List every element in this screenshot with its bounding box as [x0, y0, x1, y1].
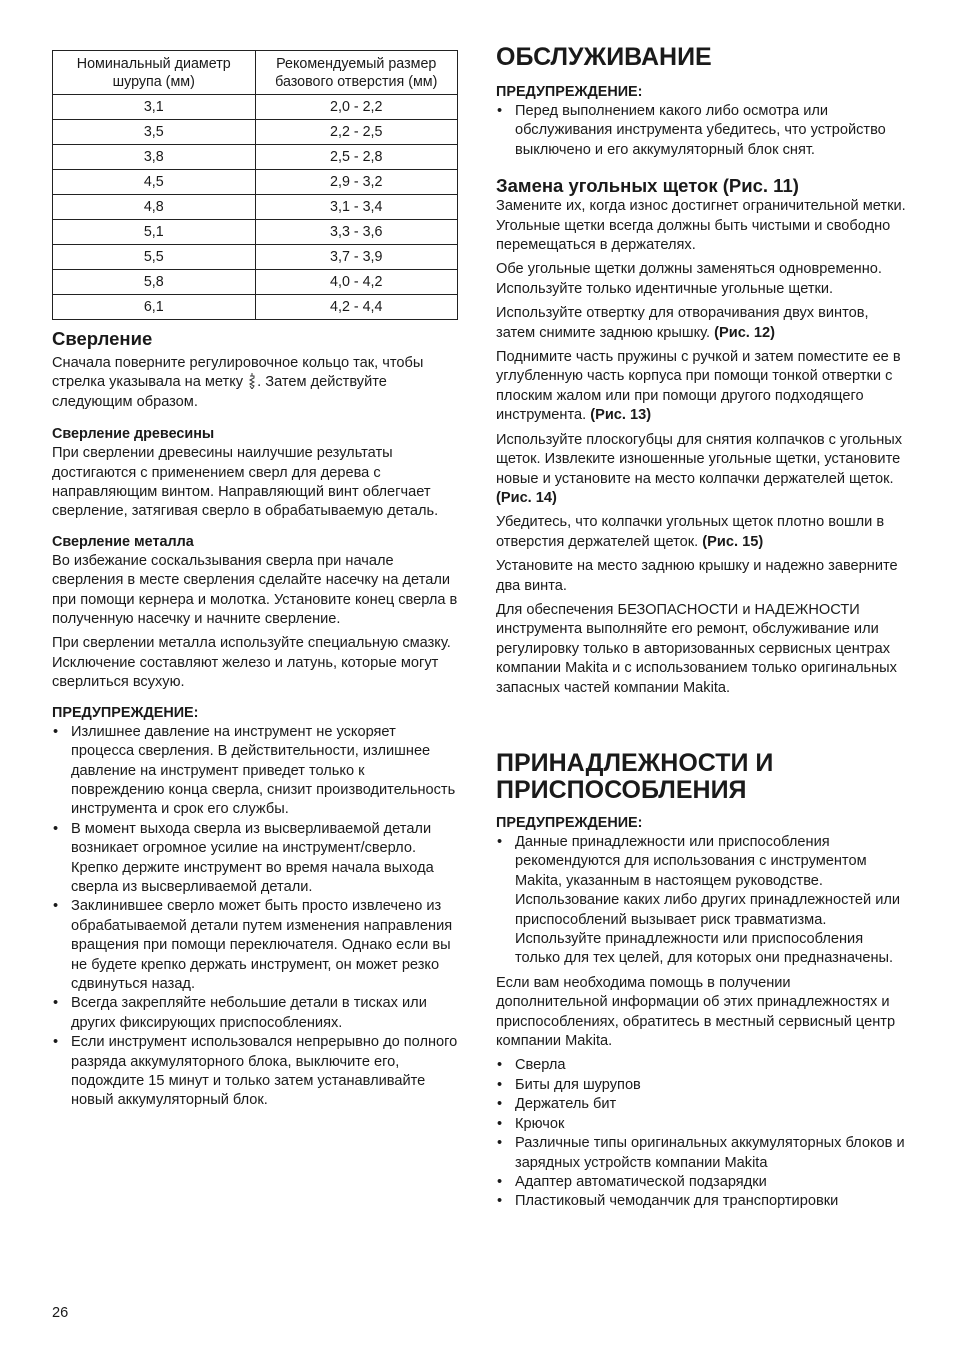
- table-cell: 2,5 - 2,8: [255, 145, 458, 170]
- table-row: [53, 145, 458, 170]
- list-item: • Пластиковый чемоданчик для транспортировки: [496, 1192, 906, 1211]
- figure-ref: (Рис. 13): [590, 407, 652, 424]
- figure-ref: (Рис. 14): [496, 489, 557, 506]
- list-item: • Различные типы оригинальных аккумуляторных блоков и зарядных устройств компании Makita: [496, 1134, 906, 1173]
- brushes-paragraph: [496, 431, 906, 509]
- accessories-list: [496, 1056, 906, 1211]
- accessories-title-line: ПРИНАДЛЕЖНОСТИ И: [496, 749, 774, 777]
- figure-ref: (Рис. 15): [702, 533, 764, 550]
- maintenance-section: [496, 44, 906, 698]
- maintenance-warning-title: ПРЕДУПРЕЖДЕНИЕ:: [496, 84, 643, 100]
- metal-drilling-title: Сверление металла: [52, 533, 194, 550]
- list-item: • Заклинившее сверло может быть просто извлечено из обрабатываемой детали путем изменения направления вращения при помощи переключателя. Однако если вы не будете крепко держать инструмент, он может резко сдвинуться назад.: [52, 897, 458, 994]
- maintenance-title: ОБСЛУЖИВАНИЕ: [496, 43, 712, 71]
- drilling-intro: [52, 354, 458, 412]
- table-cell: 4,2 - 4,4: [255, 295, 458, 320]
- table-cell: 6,1: [53, 295, 256, 320]
- accessories-warning-title: ПРЕДУПРЕЖДЕНИЕ:: [496, 815, 643, 831]
- table-header-screw-diameter: Номинальный диаметр шурупа (мм): [53, 51, 256, 95]
- maintenance-warning-list: [496, 102, 906, 160]
- drilling-title: Сверление: [52, 328, 153, 349]
- accessories-warning-list: [496, 833, 906, 969]
- table-cell: 4,0 - 4,2: [255, 270, 458, 295]
- metal-drilling-text: Во избежание соскальзывания сверла при начале сверления в месте сверления сделайте насечку на детали при помощи кернера и молотка. Установите конец сверла в полученную насечку и начните сверление.: [52, 552, 458, 628]
- list-item: • Держатель бит: [496, 1095, 906, 1114]
- table-cell: 5,1: [53, 220, 256, 245]
- accessories-help-text: Если вам необходима помощь в получении дополнительной информации об этих принадлежностях и приспособлениях, обратитесь в местный сервисный центр компании Makita.: [496, 974, 896, 1050]
- table-cell: 2,9 - 3,2: [255, 170, 458, 195]
- table-cell: 3,7 - 3,9: [255, 245, 458, 270]
- list-item: • Если инструмент использовался непрерывно до полного разряда аккумуляторного блока, выключите его, подождите 15 минут и только затем устанавливайте новый аккумуляторный блок.: [52, 1033, 458, 1111]
- list-item: • Адаптер автоматической подзарядки: [496, 1173, 906, 1192]
- accessories-title: [496, 750, 906, 804]
- table-cell: 3,1: [53, 95, 256, 120]
- list-item: • Перед выполнением какого либо осмотра или обслуживания инструмента убедитесь, что устройство выключено и его аккумуляторный блок снят.: [496, 102, 906, 160]
- brushes-paragraph: Для обеспечения БЕЗОПАСНОСТИ и НАДЕЖНОСТИ инструмента выполняйте его ремонт, обслуживание или регулировку только в авторизованных сервисных центрах компании Makita и с использованием только оригинальных запасных частей компании Makita.: [496, 601, 897, 696]
- table-row: [53, 170, 458, 195]
- brushes-paragraph: Установите на место заднюю крышку и надежно заверните два винта.: [496, 558, 898, 594]
- paragraph-text: Поднимите часть пружины с ручкой и затем поместите ее в углубленную часть корпуса при помощи тонкой отвертки с плоским жалом или при помощи другого подходящего инструмента.: [496, 349, 901, 424]
- drilling-warning-title: ПРЕДУПРЕЖДЕНИЕ:: [52, 704, 199, 721]
- wood-drilling-title: Сверление древесины: [52, 426, 215, 443]
- accessories-section: [496, 750, 906, 1212]
- table-row: [53, 295, 458, 320]
- paragraph-text: Используйте плоскогубцы для снятия колпачков с угольных щеток. Извлеките изношенные угольные щетки, установите новые и установите на место колпачки держателей щеток.: [496, 431, 903, 487]
- table-cell: 3,5: [53, 120, 256, 145]
- brushes-paragraph: Замените их, когда износ достигнет ограничительной метки. Угольные щетки всегда должны быть чистыми и свободно перемещаться в держателях.: [496, 198, 906, 254]
- table-row: [53, 120, 458, 145]
- accessories-title-line: ПРИСПОСОБЛЕНИЯ: [496, 776, 747, 804]
- table-row: [53, 95, 458, 120]
- list-item: • Сверла: [496, 1056, 906, 1075]
- list-item: • В момент выхода сверла из высверливаемой детали возникает огромное усилие на инструмент/сверло. Крепко держите инструмент во время начала выхода сверла из высверливаемой детали.: [52, 820, 458, 898]
- list-item: • Данные принадлежности или приспособления рекомендуются для использования с инструментом Makita, указанным в настоящем руководстве. Использование каких либо других принадлежностей или приспособлений вызывает риск травматизма. Используйте принадлежности или приспособления только для тех целей, для которых они предназначены.: [496, 833, 906, 969]
- table-cell: 5,5: [53, 245, 256, 270]
- brushes-paragraph: [496, 348, 906, 426]
- drilling-warning-list: [52, 723, 458, 1111]
- drilling-intro-text: Сначала поверните регулировочное кольцо так, чтобы стрелка указывала на метку: [52, 355, 424, 391]
- table-cell: 3,3 - 3,6: [255, 220, 458, 245]
- table-cell: 2,0 - 2,2: [255, 95, 458, 120]
- list-item: • Крючок: [496, 1115, 906, 1134]
- wood-drilling-text: При сверлении древесины наилучшие результаты достигаются с применением сверл для дерева с направляющим винтом. Направляющий винт облегчает сверление, затягивая сверло в обрабатываемую деталь.: [52, 445, 439, 520]
- brushes-paragraph: [496, 304, 906, 343]
- table-row: [53, 245, 458, 270]
- table-cell: 4,8: [53, 195, 256, 220]
- figure-ref: (Рис. 12): [714, 324, 776, 341]
- table-cell: 2,2 - 2,5: [255, 120, 458, 145]
- table-row: [53, 195, 458, 220]
- list-item: • Всегда закрепляйте небольшие детали в тисках или других фиксирующих приспособлениях.: [52, 994, 458, 1033]
- paragraph-text: Используйте отвертку для отворачивания двух винтов, затем снимите заднюю крышку.: [496, 305, 869, 341]
- table-header-row: [53, 51, 458, 95]
- drilling-section: [52, 328, 458, 1111]
- table-cell: 5,8: [53, 270, 256, 295]
- list-item: • Биты для шурупов: [496, 1076, 906, 1095]
- metal-drilling-text-2: При сверлении металла используйте специальную смазку. Исключение составляют железо и латунь, которые могут сверлиться всухую.: [52, 635, 451, 691]
- brushes-paragraph: [496, 513, 906, 552]
- table-cell: 3,8: [53, 145, 256, 170]
- page-number: 26: [52, 1305, 69, 1321]
- table-cell: 3,1 - 3,4: [255, 195, 458, 220]
- table-row: [53, 270, 458, 295]
- table-header-hole-size: Рекомендуемый размер базового отверстия (мм): [255, 51, 458, 95]
- screw-hole-table: [52, 50, 458, 320]
- table-row: [53, 220, 458, 245]
- list-item: • Излишнее давление на инструмент не ускоряет процесса сверления. В действительности, излишнее давление на инструмент приведет только к повреждению конца сверла, снизит производительность инструмента и срок его службы.: [52, 723, 458, 820]
- table-cell: 4,5: [53, 170, 256, 195]
- brushes-title: Замена угольных щеток (Рис. 11): [496, 175, 799, 197]
- drill-bit-icon: [247, 373, 257, 389]
- brushes-paragraph: Обе угольные щетки должны заменяться одновременно. Используйте только идентичные угольные щетки.: [496, 261, 882, 297]
- drilling-intro-text-end: . Затем действуйте следующим образом.: [52, 374, 387, 410]
- paragraph-text: Убедитесь, что колпачки угольных щеток плотно вошли в отверстия держателей щеток.: [496, 514, 885, 550]
